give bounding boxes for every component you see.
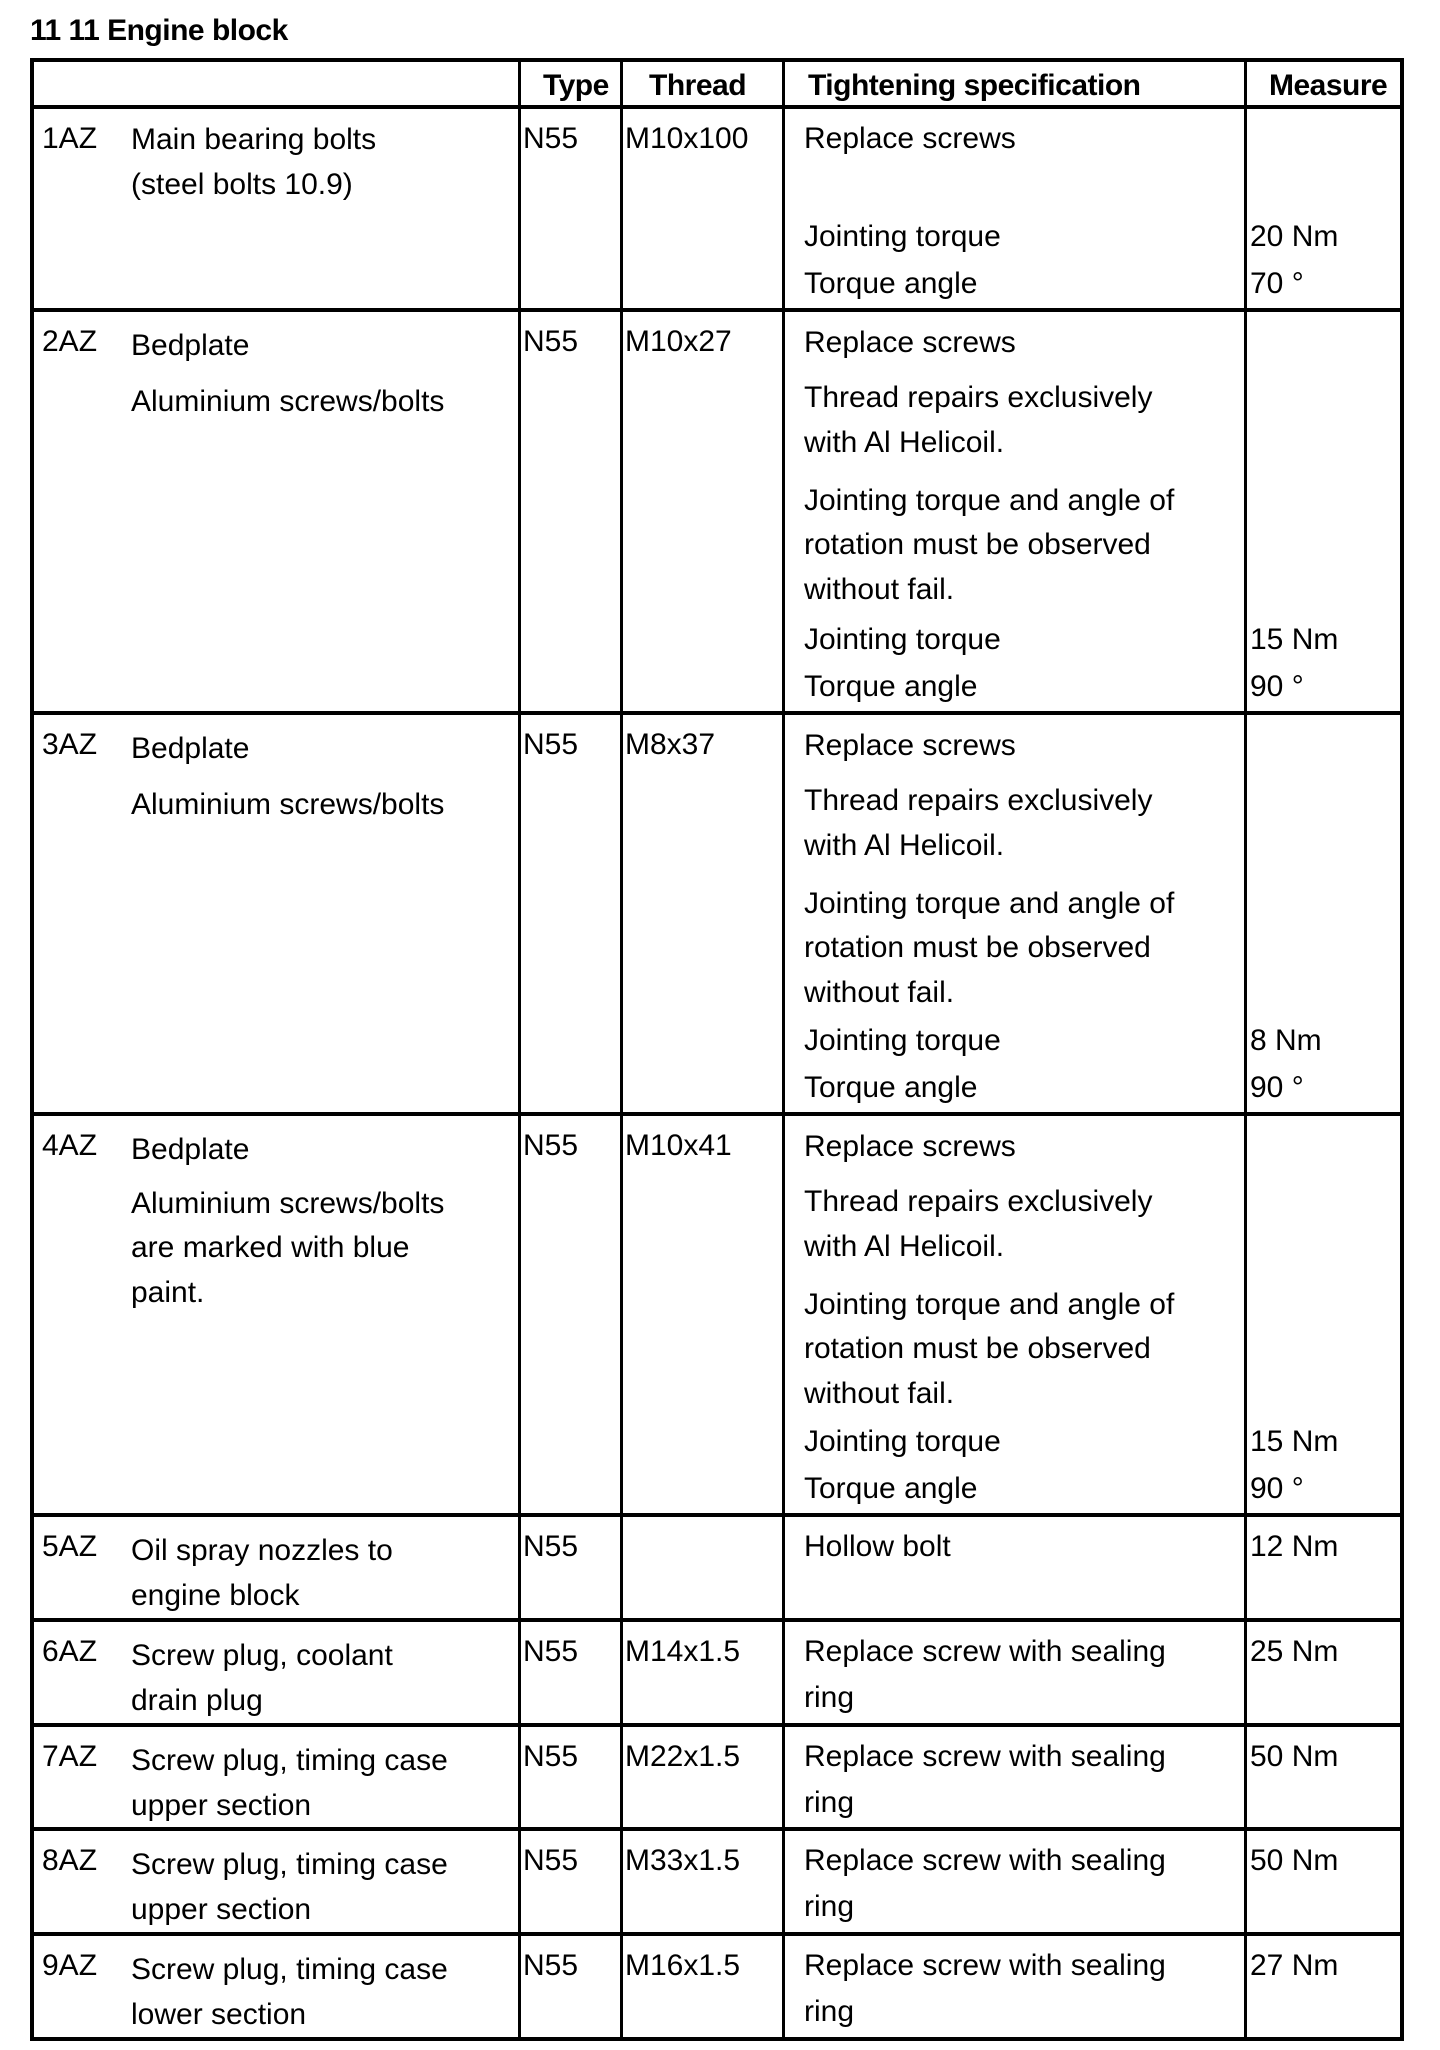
spec-label: Torque angle	[804, 1071, 978, 1104]
row-type: N55	[523, 1129, 579, 1162]
spec-note: Jointing torque and angle of	[804, 1288, 1175, 1321]
row-type: N55	[523, 728, 579, 761]
table-row	[34, 1727, 1400, 1831]
row-type: N55	[523, 1740, 579, 1773]
row-description: Aluminium screws/bolts	[131, 1187, 445, 1220]
row-id: 5AZ	[42, 1530, 98, 1563]
row-description: Screw plug, timing case	[131, 1953, 448, 1986]
row-description: Screw plug, timing case	[131, 1744, 448, 1777]
spec-label: Torque angle	[804, 670, 978, 703]
row-description: Bedplate	[131, 732, 250, 765]
measure-value: 20 Nm	[1250, 220, 1339, 253]
measure-value: 90 °	[1250, 1472, 1304, 1505]
spec-note: Replace screws	[804, 122, 1016, 155]
row-description: (steel bolts 10.9)	[131, 168, 353, 201]
spec-note: Replace screws	[804, 729, 1016, 762]
row-thread: M10x41	[625, 1129, 732, 1162]
row-type: N55	[523, 1530, 579, 1563]
spec-note: without fail.	[804, 573, 955, 606]
spec-note: Replace screw with sealing	[804, 1635, 1166, 1668]
spec-note: Replace screw with sealing	[804, 1740, 1166, 1773]
row-description: paint.	[131, 1276, 205, 1309]
spec-note: rotation must be observed	[804, 1332, 1151, 1365]
row-id: 6AZ	[42, 1635, 98, 1668]
row-type: N55	[523, 1635, 579, 1668]
row-description: Main bearing bolts	[131, 123, 377, 156]
spec-note: rotation must be observed	[804, 931, 1151, 964]
spec-note: ring	[804, 1995, 855, 2028]
measure-value: 90 °	[1250, 1071, 1304, 1104]
spec-label: Jointing torque	[804, 220, 1001, 253]
spec-note: ring	[804, 1681, 855, 1714]
measure-value: 27 Nm	[1250, 1949, 1339, 1982]
spec-note: Hollow bolt	[804, 1530, 951, 1563]
spec-note: ring	[804, 1786, 855, 1819]
table-row	[34, 1622, 1400, 1727]
column-divider	[782, 62, 785, 2037]
table-row	[34, 1116, 1400, 1517]
header-spec: Tightening specification	[808, 69, 1141, 102]
spec-label: Torque angle	[804, 1472, 978, 1505]
table-row	[34, 312, 1400, 715]
measure-value: 50 Nm	[1250, 1844, 1339, 1877]
row-thread: M33x1.5	[625, 1844, 741, 1877]
row-description: are marked with blue	[131, 1231, 410, 1264]
row-id: 4AZ	[42, 1129, 98, 1162]
table-row	[34, 715, 1400, 1116]
page-title: 11 11 Engine block	[30, 14, 288, 47]
header-row	[34, 62, 1400, 109]
measure-value: 8 Nm	[1250, 1024, 1322, 1057]
measure-value: 50 Nm	[1250, 1740, 1339, 1773]
row-thread: M10x27	[625, 325, 732, 358]
header-type: Type	[543, 69, 609, 102]
row-thread: M16x1.5	[625, 1949, 741, 1982]
row-thread: M14x1.5	[625, 1635, 741, 1668]
row-id: 8AZ	[42, 1844, 98, 1877]
row-type: N55	[523, 122, 579, 155]
spec-note: Replace screws	[804, 1130, 1016, 1163]
spec-note: Thread repairs exclusively	[804, 1185, 1153, 1218]
measure-value: 90 °	[1250, 670, 1304, 703]
spec-note: Replace screw with sealing	[804, 1949, 1166, 1982]
column-divider	[1244, 62, 1247, 2037]
spec-label: Jointing torque	[804, 1024, 1001, 1057]
spec-note: Replace screw with sealing	[804, 1844, 1166, 1877]
row-description: Screw plug, timing case	[131, 1848, 448, 1881]
row-id: 7AZ	[42, 1740, 98, 1773]
table-row	[34, 1831, 1400, 1936]
row-description: upper section	[131, 1893, 312, 1926]
row-description: Bedplate	[131, 329, 250, 362]
table-row	[34, 1936, 1400, 2041]
row-type: N55	[523, 1949, 579, 1982]
spec-note: ring	[804, 1890, 855, 1923]
row-id: 2AZ	[42, 325, 98, 358]
measure-value: 70 °	[1250, 267, 1304, 300]
spec-note: Jointing torque and angle of	[804, 887, 1175, 920]
row-type: N55	[523, 1844, 579, 1877]
row-description: Aluminium screws/bolts	[131, 788, 445, 821]
spec-label: Jointing torque	[804, 1425, 1001, 1458]
row-thread: M10x100	[625, 122, 749, 155]
spec-label: Torque angle	[804, 267, 978, 300]
row-description: lower section	[131, 1998, 307, 2031]
spec-note: without fail.	[804, 1377, 955, 1410]
measure-value: 15 Nm	[1250, 623, 1339, 656]
spec-note: with Al Helicoil.	[804, 1230, 1005, 1263]
row-type: N55	[523, 325, 579, 358]
row-id: 9AZ	[42, 1949, 98, 1982]
measure-value: 15 Nm	[1250, 1425, 1339, 1458]
spec-note: Replace screws	[804, 326, 1016, 359]
header-measure: Measure	[1269, 69, 1388, 102]
row-description: Bedplate	[131, 1133, 250, 1166]
row-description: Screw plug, coolant	[131, 1639, 393, 1672]
spec-note: Jointing torque and angle of	[804, 484, 1175, 517]
column-divider	[620, 62, 623, 2037]
spec-note: Thread repairs exclusively	[804, 381, 1153, 414]
row-description: upper section	[131, 1789, 312, 1822]
row-description: engine block	[131, 1579, 300, 1612]
spec-note: rotation must be observed	[804, 528, 1151, 561]
table-row	[34, 1517, 1400, 1622]
row-description: Oil spray nozzles to	[131, 1534, 393, 1567]
row-thread: M22x1.5	[625, 1740, 741, 1773]
row-id: 3AZ	[42, 728, 98, 761]
measure-value: 25 Nm	[1250, 1635, 1339, 1668]
header-thread: Thread	[649, 69, 747, 102]
spec-note: with Al Helicoil.	[804, 829, 1005, 862]
measure-value: 12 Nm	[1250, 1530, 1339, 1563]
row-thread: M8x37	[625, 728, 716, 761]
row-description: Aluminium screws/bolts	[131, 385, 445, 418]
table-row	[34, 109, 1400, 312]
spec-note: with Al Helicoil.	[804, 426, 1005, 459]
row-id: 1AZ	[42, 122, 98, 155]
tightening-table	[30, 58, 1404, 2041]
column-divider	[518, 62, 521, 2037]
row-description: drain plug	[131, 1684, 263, 1717]
spec-label: Jointing torque	[804, 623, 1001, 656]
spec-note: Thread repairs exclusively	[804, 784, 1153, 817]
spec-note: without fail.	[804, 976, 955, 1009]
